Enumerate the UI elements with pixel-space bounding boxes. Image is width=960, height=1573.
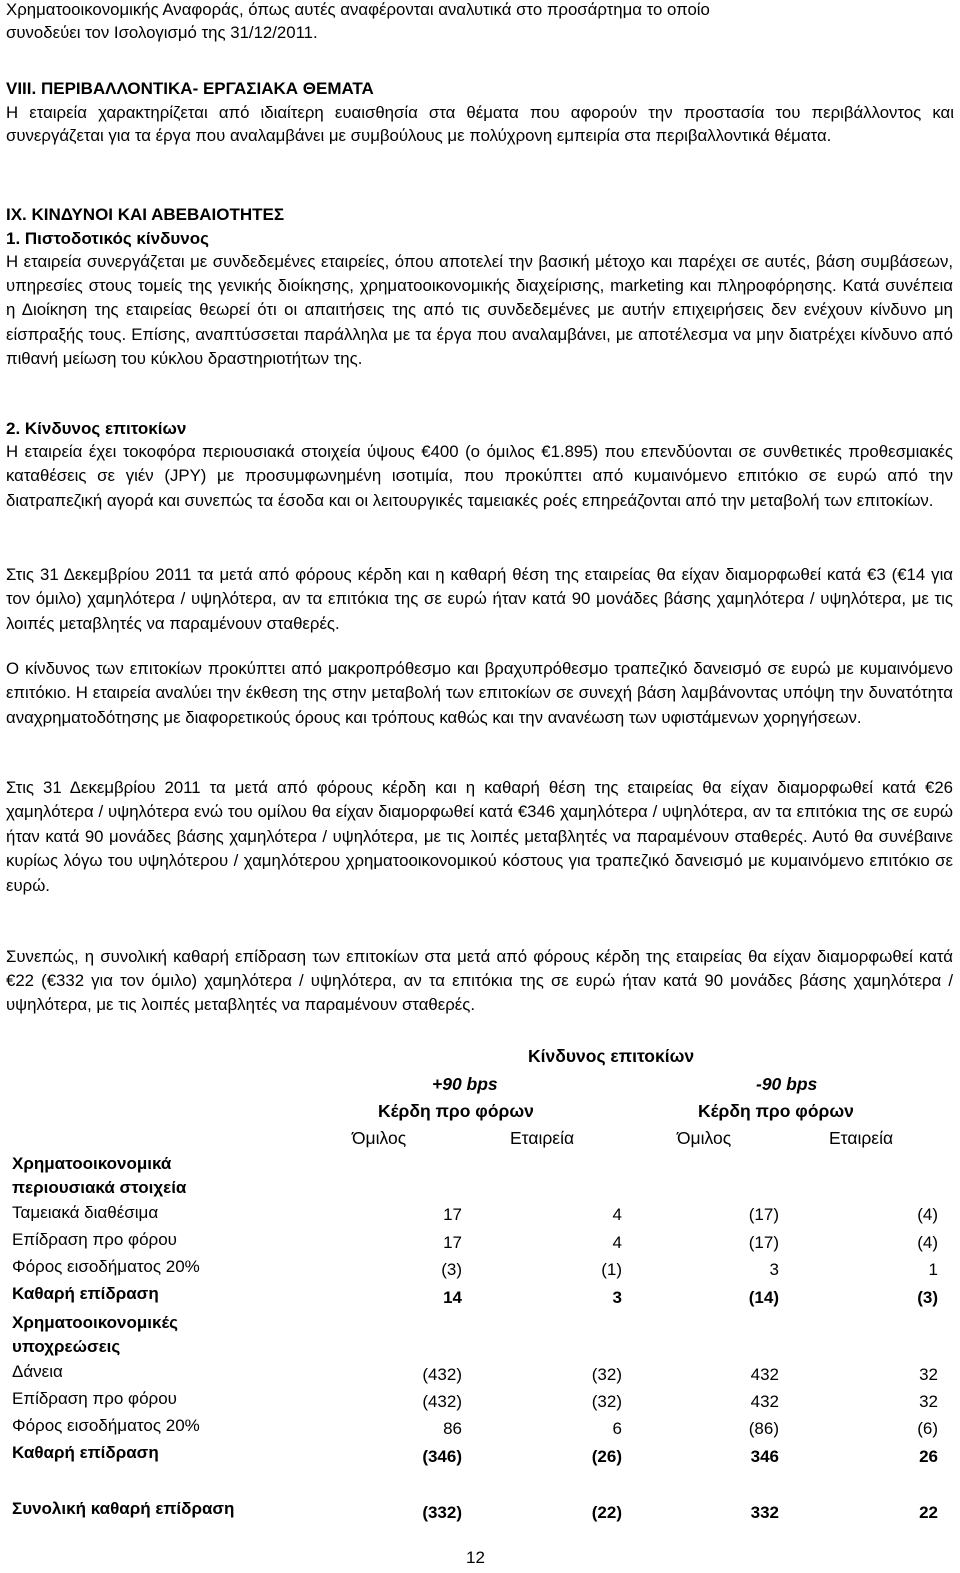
section-9-heading: IX. ΚΙΝΔΥΝΟΙ ΚΑΙ ΑΒΕΒΑΙΟΤΗΤΕΣ	[6, 205, 285, 224]
cell-group-minus: (17)	[748, 1205, 779, 1224]
cell-group-minus: 346	[750, 1447, 779, 1466]
section-8-text: Η εταιρεία χαρακτηρίζεται από ιδιαίτερη ευαισθησία στα θέματα που αφορούν την προστασία του περιβάλλοντος και συνεργάζεται για τα έργα που αναλαμβάνει με συμβούλους με πολύχρονη εμπειρία στα περιβαλλοντικά θέματα.	[6, 103, 954, 146]
row-label: Καθαρή επίδραση	[12, 1284, 159, 1303]
minus-bps-header: -90 bps	[756, 1074, 818, 1094]
liabilities-heading-2	[0, 1335, 960, 1359]
total-net-row	[0, 1501, 960, 1525]
assets-heading-line-1: Χρηματοοικονομικά	[12, 1154, 172, 1173]
cell-company-plus: (26)	[591, 1447, 622, 1466]
group-header-minus: Όμιλος	[677, 1128, 732, 1148]
interest-paragraph-3: Ο κίνδυνος των επιτοκίων προκύπτει από μακροπρόθεσμο και βραχυπρόθεσμο τραπεζικό δανεισμό σε ευρώ με κυμαινόμενο επιτόκιο. Η εταιρεία αναλύει την έκθεση της στην μεταβολή των επιτοκίων σε συνεχή βάση λαμβάνοντας υπόψη την δυνατότητα αναχρηματοδότησης με διαφορετικούς όρους και τρόπους καθώς και την ανανέωση των υφιστάμενων χορηγήσεων.	[6, 659, 953, 727]
cell-company-minus: (6)	[917, 1419, 938, 1438]
table-title: Κίνδυνος επιτοκίων	[528, 1046, 695, 1066]
table-row	[0, 1417, 960, 1441]
cell-group-minus: 3	[769, 1260, 779, 1279]
row-label: Επίδραση προ φόρου	[12, 1230, 177, 1249]
page-number: 12	[466, 1548, 485, 1567]
liabilities-heading-line-1: Χρηματοοικονομικές	[12, 1313, 178, 1332]
liabilities-heading	[0, 1311, 960, 1335]
assets-heading-line-2: περιουσιακά στοιχεία	[12, 1178, 187, 1197]
cell-company-minus: (4)	[917, 1205, 938, 1224]
row-label: Ταμειακά διαθέσιμα	[12, 1203, 159, 1222]
table-row	[0, 1203, 960, 1227]
cell-group-minus: (17)	[748, 1233, 779, 1252]
cell-group-plus: 86	[443, 1419, 462, 1438]
cell-company-plus: (32)	[591, 1365, 622, 1384]
interest-paragraph-1: Η εταιρεία έχει τοκοφόρα περιουσιακά στοιχεία ύψους €400 (ο όμιλος €1.895) που επενδύονται σε συνθετικές προθεσμιακές καταθέσεις σε γιέν (JPY) με προσυμφωνημένη ισοτιμία, που προκύπτει από κυμαινόμενο επιτόκιο σε ευρώ από την διατραπεζική αγορά και συνεπώς τα έσοδα και οι λειτουργικές ταμειακές ροές επηρεάζονται από την μεταβολή των επιτοκίων.	[6, 442, 953, 510]
liabilities-net-row	[0, 1445, 960, 1469]
row-label: Συνολική καθαρή επίδραση	[12, 1499, 235, 1518]
interest-risk-title: 2. Κίνδυνος επιτοκίων	[6, 419, 187, 438]
row-label: Δάνεια	[12, 1362, 63, 1381]
credit-risk-title: 1. Πιστοδοτικός κίνδυνος	[6, 229, 209, 248]
cell-company-minus: 26	[919, 1447, 938, 1466]
intro-line-2: συνοδεύει τον Ισολογισμό της 31/12/2011.	[6, 23, 318, 42]
row-label: Καθαρή επίδραση	[12, 1443, 159, 1462]
cell-company-minus: 22	[919, 1503, 938, 1522]
interest-paragraph-4: Στις 31 Δεκεμβρίου 2011 τα μετά από φόρους κέρδη και η καθαρή θέση της εταιρείας θα είχαν διαμορφωθεί κατά €26 χαμηλότερα / υψηλότερα ενώ του ομίλου θα είχαν διαμορφωθεί κατά €346 χαμηλότερα / υψηλότερα, αν τα επιτόκια της σε ευρώ ήταν κατά 90 μονάδες βάσης χαμηλότερα / υψηλότερα, με τις λοιπές μεταβλητές να παραμένουν σταθερές. Αυτό θα συνέβαινε κυρίως λόγω του υψηλότερου / χαμηλότερου χρηματοοικονομικού κόστους για τραπεζικό δανεισμό με κυμαινόμενο επιτόκιο σε ευρώ.	[6, 778, 953, 895]
plus-bps-header: +90 bps	[432, 1074, 498, 1094]
cell-company-plus: (32)	[591, 1392, 622, 1411]
group-header-plus: Όμιλος	[352, 1128, 407, 1148]
table-row	[0, 1258, 960, 1282]
cell-group-minus: (14)	[748, 1288, 779, 1307]
cell-company-plus: 3	[612, 1288, 622, 1307]
cell-group-minus: 432	[750, 1392, 779, 1411]
cell-group-plus: (432)	[422, 1392, 462, 1411]
row-label: Φόρος εισοδήματος 20%	[12, 1416, 200, 1435]
cell-group-plus: (432)	[422, 1365, 462, 1384]
cell-company-plus: 4	[612, 1205, 622, 1224]
cell-group-plus: (332)	[422, 1503, 462, 1522]
cell-company-plus: (1)	[601, 1260, 622, 1279]
assets-net-row	[0, 1286, 960, 1310]
profit-header-plus: Κέρδη προ φόρων	[378, 1101, 534, 1121]
row-label: Επίδραση προ φόρου	[12, 1389, 177, 1408]
company-header-minus: Εταιρεία	[829, 1128, 894, 1148]
cell-group-minus: 432	[750, 1365, 779, 1384]
profit-header-minus: Κέρδη προ φόρων	[698, 1101, 854, 1121]
assets-heading	[0, 1152, 960, 1176]
cell-company-minus: 32	[919, 1392, 938, 1411]
cell-group-plus: 17	[443, 1233, 462, 1252]
cell-company-plus: (22)	[591, 1503, 622, 1522]
intro-line-1: Χρηματοοικονομικής Αναφοράς, όπως αυτές αναφέρονται αναλυτικά στο προσάρτημα το οποίο	[6, 0, 710, 19]
table-row	[0, 1390, 960, 1414]
row-label: Φόρος εισοδήματος 20%	[12, 1257, 200, 1276]
credit-risk-text: Η εταιρεία συνεργάζεται με συνδεδεμένες εταιρείες, όπου αποτελεί την βασική μέτοχο και παρέχει σε αυτές, βάση συμβάσεων, υπηρεσίες στους τομείς της γενικής διοίκησης, χρηματοοικονομικής διαχείρισης, marketing και πληροφόρησης. Κατά συνέπεια η Διοίκηση της εταιρείας θεωρεί ότι οι απαιτήσεις της από τις συνδεδεμένες με αυτήν επιχειρήσεις δεν ενέχουν κίνδυνο μη είσπραξής τους. Επίσης, αναπτύσσεται παράλληλα με τα έργα που αναλαμβάνει, με αποτέλεσμα να μην διατρέχει κίνδυνο από πιθανή μείωση του κύκλου δραστηριοτήτων της.	[6, 252, 953, 368]
cell-company-minus: (3)	[917, 1288, 938, 1307]
interest-paragraph-2: Στις 31 Δεκεμβρίου 2011 τα μετά από φόρους κέρδη και η καθαρή θέση της εταιρείας θα είχαν διαμορφωθεί κατά €3 (€14 για τον όμιλο) χαμηλότερα / υψηλότερα, αν τα επιτόκια της σε ευρώ ήταν κατά 90 μονάδες βάσης χαμηλότερα / υψηλότερα, με τις λοιπές μεταβλητές να παραμένουν σταθερές.	[6, 565, 953, 633]
table-row	[0, 1231, 960, 1255]
cell-company-plus: 4	[612, 1233, 622, 1252]
cell-group-minus: 332	[750, 1503, 779, 1522]
cell-company-plus: 6	[612, 1419, 622, 1438]
cell-group-plus: (3)	[441, 1260, 462, 1279]
liabilities-heading-line-2: υποχρεώσεις	[12, 1337, 121, 1356]
section-8-heading: VIII. ΠΕΡΙΒΑΛΛΟΝΤΙΚΑ- ΕΡΓΑΣΙΑΚΑ ΘΕΜΑΤΑ	[6, 79, 374, 98]
cell-company-minus: 32	[919, 1365, 938, 1384]
table-row	[0, 1363, 960, 1387]
cell-group-plus: 17	[443, 1205, 462, 1224]
company-header-plus: Εταιρεία	[510, 1128, 575, 1148]
cell-group-minus: (86)	[748, 1419, 779, 1438]
assets-heading-2	[0, 1176, 960, 1200]
cell-company-minus: (4)	[917, 1233, 938, 1252]
interest-paragraph-5: Συνεπώς, η συνολική καθαρή επίδραση των επιτοκίων στα μετά από φόρους κέρδη της εταιρείας θα είχαν διαμορφωθεί κατά €22 (€332 για τον όμιλο) χαμηλότερα / υψηλότερα, αν τα επιτόκια της σε ευρώ ήταν κατά 90 μονάδες βάσης χαμηλότερα / υψηλότερα, με τις λοιπές μεταβλητές να παραμένουν σταθερές.	[6, 947, 953, 1015]
cell-company-minus: 1	[928, 1260, 938, 1279]
cell-group-plus: (346)	[422, 1447, 462, 1466]
cell-group-plus: 14	[443, 1288, 462, 1307]
